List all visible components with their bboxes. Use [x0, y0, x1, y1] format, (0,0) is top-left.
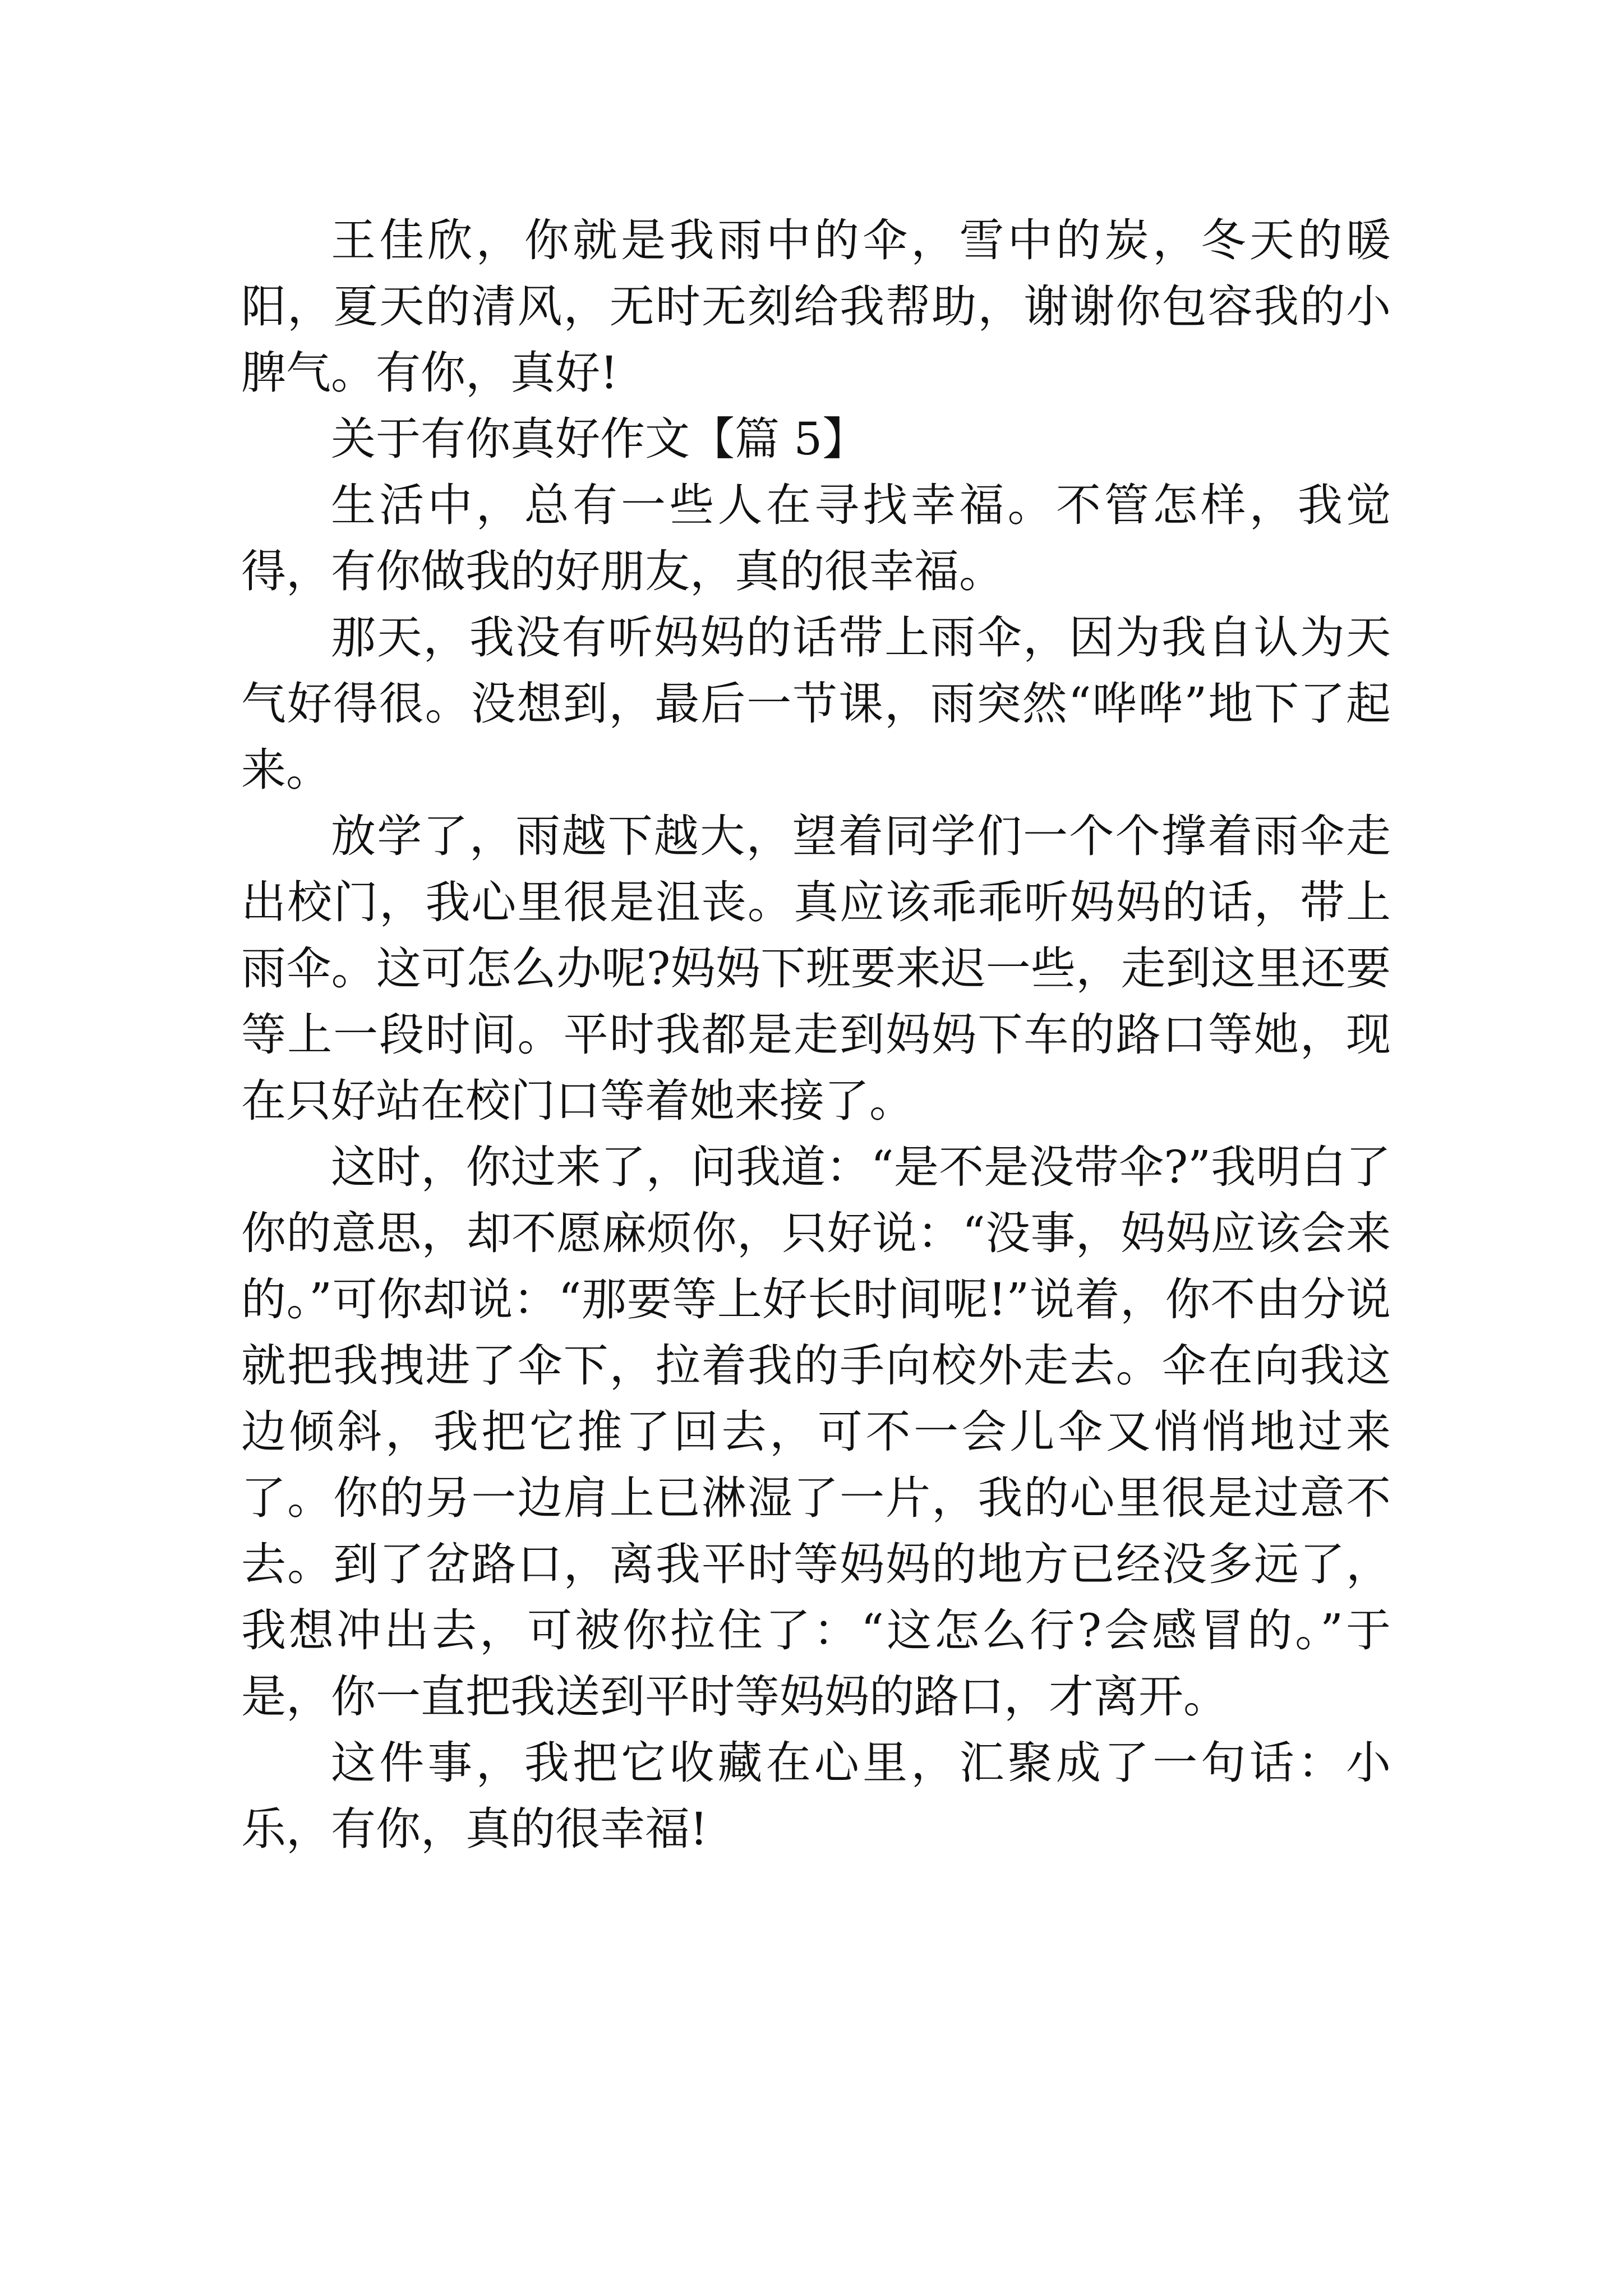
paragraph-4: 放学了，雨越下越大，望着同学们一个个撑着雨伞走出校门，我心里很是沮丧。真应该乖乖听妈妈的话，带上雨伞。这可怎么办呢?妈妈下班要来迟一些，走到这里还要等上一段时间。平时我都是走到妈妈下车的路口等她，现在只好站在校门口等着她来接了。 — [241, 810, 1391, 1127]
paragraph-2: 生活中，总有一些人在寻找幸福。不管怎样，我觉得，有你做我的好朋友，真的很幸福。 — [241, 479, 1391, 597]
section-heading: 关于有你真好作文【篇 5】 — [331, 413, 868, 465]
document-body — [241, 208, 1391, 1862]
paragraph-3: 那天，我没有听妈妈的话带上雨伞，因为我自认为天气好得很。没想到，最后一节课，雨突然“哗哗”地下了起来。 — [241, 611, 1391, 796]
paragraph-6: 这件事，我把它收藏在心里，汇聚成了一句话：小乐，有你，真的很幸福! — [241, 1737, 1391, 1855]
paragraph-1: 王佳欣，你就是我雨中的伞，雪中的炭，冬天的暖阳，夏天的清风，无时无刻给我帮助，谢谢你包容我的小脾气。有你，真好! — [241, 214, 1391, 399]
paragraph-5: 这时，你过来了，问我道：“是不是没带伞?”我明白了你的意思，却不愿麻烦你，只好说：“没事，妈妈应该会来的。”可你却说：“那要等上好长时间呢!”说着，你不由分说就把我拽进了伞下，拉着我的手向校外走去。伞在向我这边倾斜，我把它推了回去，可不一会儿伞又悄悄地过来了。你的另一边肩上已淋湿了一片，我的心里很是过意不去。到了岔路口，离我平时等妈妈的地方已经没多远了，我想冲出去，可被你拉住了：“这怎么行?会感冒的。”于是，你一直把我送到平时等妈妈的路口，才离开。 — [241, 1141, 1391, 1723]
